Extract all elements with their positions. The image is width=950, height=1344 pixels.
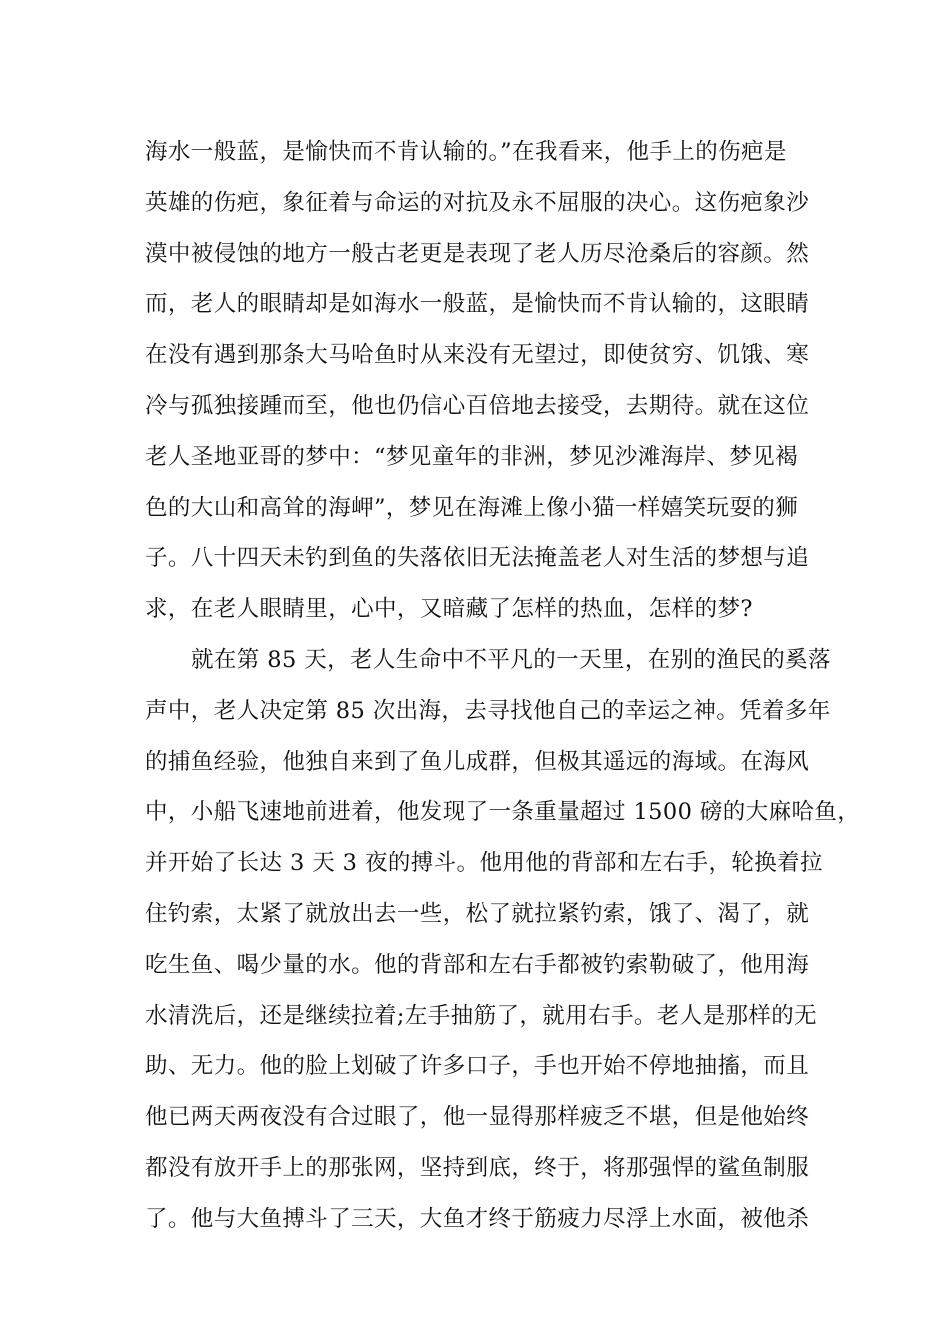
text-line: 他已两天两夜没有合过眼了，他一显得那样疲乏不堪，但是他始终 xyxy=(145,1104,810,1131)
text-line: 助、无力。他的脸上划破了许多口子，手也开始不停地抽搐，而且 xyxy=(145,1053,810,1080)
text-line: 中，小船飞速地前进着，他发现了一条重量超过 1500 磅的大麻哈鱼， xyxy=(145,799,861,826)
text-line: 冷与孤独接踵而至，他也仍信心百倍地去接受，去期待。就在这位 xyxy=(145,392,810,419)
text-line: 子。八十四天未钓到鱼的失落依旧无法掩盖老人对生活的梦想与追 xyxy=(145,545,810,572)
text-line: 住钓索，太紧了就放出去一些，松了就拉紧钓索，饿了、渴了，就 xyxy=(145,900,810,927)
body-text xyxy=(145,134,861,1252)
text-line: 了。他与大鱼搏斗了三天，大鱼才终于筋疲力尽浮上水面，被他杀 xyxy=(145,1205,810,1232)
text-line: 英雄的伤疤，象征着与命运的对抗及永不屈服的决心。这伤疤象沙 xyxy=(145,189,810,216)
text-line: 声中，老人决定第 85 次出海，去寻找他自己的幸运之神。凭着多年 xyxy=(145,697,831,724)
text-line: 色的大山和高耸的海岬”，梦见在海滩上像小猫一样嬉笑玩耍的狮 xyxy=(145,494,799,521)
text-line: 吃生鱼、喝少量的水。他的背部和左右手都被钓索勒破了，他用海 xyxy=(145,951,810,978)
text-line: 水清洗后，还是继续拉着;左手抽筋了，就用右手。老人是那样的无 xyxy=(145,1002,818,1029)
text-line: 海水一般蓝，是愉快而不肯认输的。”在我看来，他手上的伤疤是 xyxy=(145,139,787,165)
text-line: 而，老人的眼睛却是如海水一般蓝，是愉快而不肯认输的，这眼睛 xyxy=(145,291,810,318)
text-line: 在没有遇到那条大马哈鱼时从来没有无望过，即使贫穷、饥饿、寒 xyxy=(145,342,810,369)
paragraph-start-line: 就在第 85 天，老人生命中不平凡的一天里，在别的渔民的奚落 xyxy=(191,646,831,673)
text-line: 并开始了长达 3 天 3 夜的搏斗。他用他的背部和左右手，轮换着拉 xyxy=(145,850,823,877)
text-line: 老人圣地亚哥的梦中：“梦见童年的非洲，梦见沙滩海岸、梦见褐 xyxy=(145,443,799,470)
text-line: 都没有放开手上的那张网，坚持到底，终于，将那强悍的鲨鱼制服 xyxy=(145,1154,810,1181)
text-line: 漠中被侵蚀的地方一般古老更是表现了老人历尽沧桑后的容颜。然 xyxy=(145,240,810,267)
text-line: 的捕鱼经验，他独自来到了鱼儿成群，但极其遥远的海域。在海风 xyxy=(145,748,810,775)
text-line: 求，在老人眼睛里，心中，又暗藏了怎样的热血，怎样的梦? xyxy=(145,596,753,623)
